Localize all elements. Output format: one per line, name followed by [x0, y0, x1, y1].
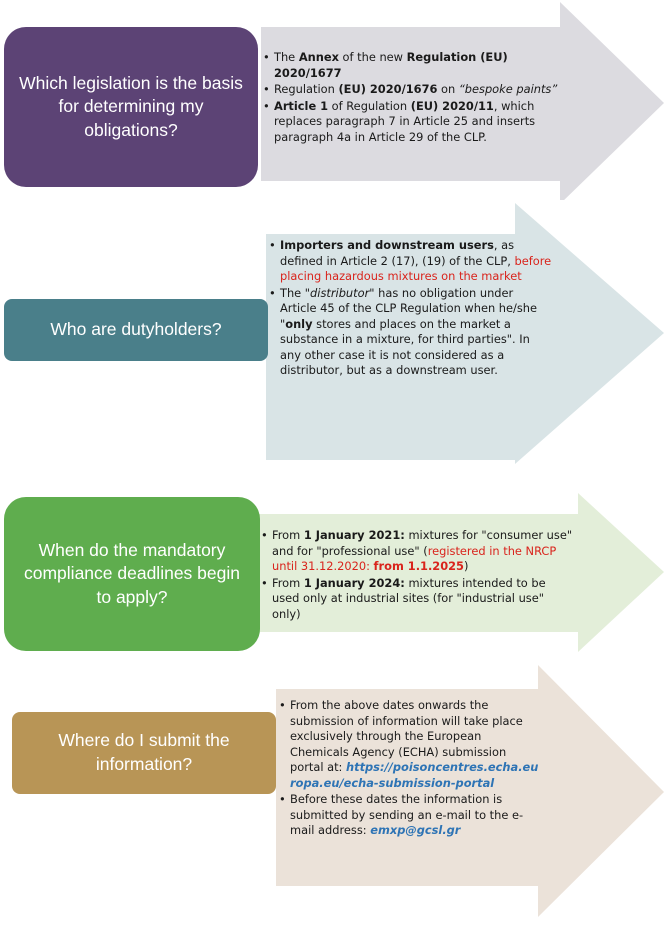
bullet-text-run: from 1.1.2025	[373, 559, 464, 573]
answer-bullet	[278, 792, 542, 839]
bullet-text-run: From	[272, 528, 304, 542]
question-box	[4, 299, 268, 361]
bullet-text-run: The "	[280, 285, 311, 300]
bullet-text-run: From	[272, 575, 304, 590]
answer-list	[278, 698, 542, 840]
bullet-text-run: on	[437, 82, 459, 96]
bullet-text-run: before placing hazardous mixtures on the market	[280, 253, 552, 283]
answer-bullet	[260, 576, 576, 623]
answer-bullet	[262, 82, 568, 98]
bullet-text-run: From the above dates onwards the submission of information will take place exclusively through the European Chemicals Agency (ECHA) submission portal at:	[290, 698, 523, 774]
bullet-text-run: The	[274, 50, 299, 64]
bullet-text-run: Before these dates the information is submitted by sending an e-mail to the e-mail address:	[290, 792, 524, 837]
answer-list	[260, 528, 576, 623]
bullet-text-run: " has no obligation under Article 45 of the CLP Regulation when he/she "	[280, 285, 538, 331]
answer-bullet	[268, 238, 552, 285]
bullet-text-run: (EU) 2020/1676	[338, 82, 438, 96]
question-box	[4, 27, 258, 187]
question-text: Who are dutyholders?	[50, 319, 222, 340]
bullet-text-run: Regulation	[274, 82, 339, 96]
bullet-text-run: Annex	[298, 50, 339, 64]
bullet-text-run: Article 1	[274, 98, 329, 113]
question-box	[4, 497, 260, 651]
bullet-text-run: , as defined in Article 2 (17), (19) of the CLP,	[280, 238, 515, 268]
answer-list	[268, 238, 552, 380]
bullet-text-run: stores and places on the market a substance in a mixture, for third parties". In any other case it is not considered as a distributor, but as a downstream user.	[280, 316, 530, 377]
bullet-text-run: registered in the NRCP until 31.12.2020:	[272, 543, 557, 573]
bullet-text-run: Importers and downstream users	[280, 238, 494, 252]
bullet-text-run: of the new	[338, 50, 407, 64]
section-legislation	[0, 0, 666, 200]
question-text: When do the mandatory compliance deadlines begin to apply?	[24, 539, 240, 607]
bullet-text-run: 1 January 2024:	[303, 575, 405, 590]
bullet-text-run: mixtures for "consumer use" and for "professional use" (	[272, 528, 573, 558]
answer-bullet	[278, 698, 542, 791]
bullet-text-run: 1 January 2021:	[303, 528, 405, 542]
answer-bullet	[260, 528, 576, 575]
bullet-text-run: , which replaces paragraph 7 in Article 25 and inserts paragraph 4a in Article 29 of the CLP.	[274, 98, 536, 144]
section-deadlines	[0, 492, 666, 662]
answer-bullet	[262, 50, 568, 81]
link-text[interactable]: emxp@gcsl.gr	[370, 823, 461, 837]
question-text: Where do I submit the information?	[58, 730, 230, 774]
question-text: Which legislation is the basis for determining my obligations?	[19, 72, 243, 140]
answer-bullet	[268, 286, 552, 379]
section-dutyholders	[0, 200, 666, 470]
bullet-text-run: (EU) 2020/11	[410, 98, 494, 113]
bullet-text-run: “bespoke paints”	[458, 82, 558, 96]
bullet-text-run: of Regulation	[328, 98, 411, 113]
bullet-text-run: distributor	[310, 285, 370, 300]
bullet-text-run: )	[464, 559, 469, 573]
link-text[interactable]: https://poisoncentres.echa.europa.eu/echa-submission-portal	[290, 760, 539, 790]
bullet-text-run: Regulation (EU) 2020/1677	[274, 50, 508, 80]
bullet-text-run: mixtures intended to be used only at industrial sites (for "industrial use" only)	[272, 575, 546, 621]
answer-bullet	[262, 99, 568, 146]
section-submission	[0, 662, 666, 930]
answer-list	[262, 50, 568, 146]
bullet-text-run: only	[285, 316, 313, 331]
question-box	[12, 712, 276, 794]
